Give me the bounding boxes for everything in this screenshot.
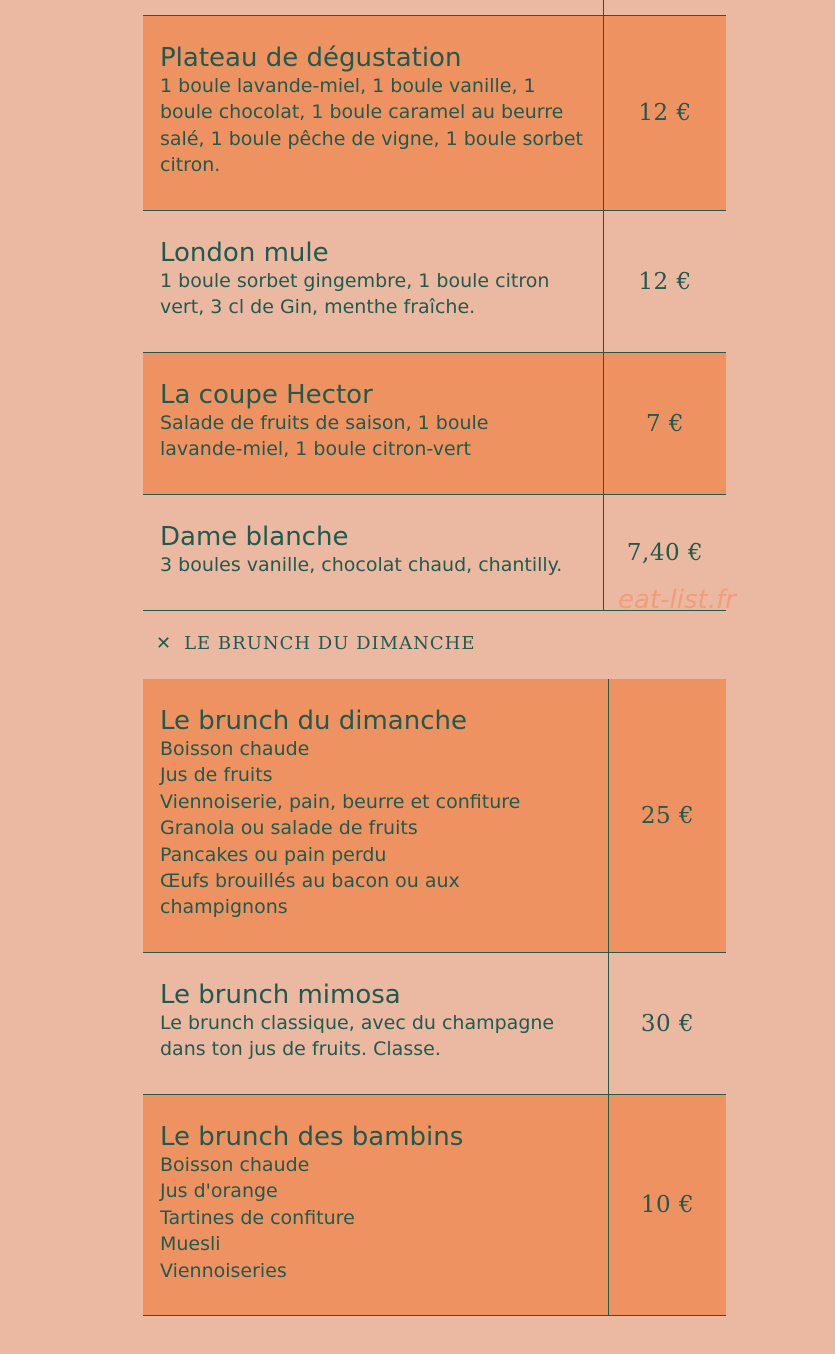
menu-item-line: Boisson chaude <box>160 738 310 760</box>
menu-item-name: Le brunch mimosa <box>160 980 401 1010</box>
menu-item-line: vert, 3 cl de Gin, menthe fraîche. <box>160 296 476 319</box>
menu-item-line: 1 boule sorbet gingembre, 1 boule citron <box>160 270 550 292</box>
close-icon[interactable]: ✕ <box>156 633 173 654</box>
menu-item-price: 25 € <box>640 802 695 829</box>
menu-item-line: citron. <box>160 154 221 177</box>
section-title: LE BRUNCH DU DIMANCHE <box>184 633 476 654</box>
menu-item-price: 7,40 € <box>626 539 704 566</box>
menu-item-line: Muesli <box>160 1233 221 1256</box>
menu-item-name: Le brunch des bambins <box>160 1122 464 1152</box>
menu-item-details <box>160 552 600 578</box>
menu-item-line: Pancakes ou pain perdu <box>160 843 387 866</box>
menu-row <box>143 211 726 353</box>
menu-item-details <box>160 1010 600 1063</box>
menu-item-line: Le brunch classique, avec du champagne <box>160 1012 555 1034</box>
menu-item-line: Viennoiseries <box>160 1259 287 1282</box>
menu-item-price: 7 € <box>645 410 685 437</box>
menu-item-details <box>160 73 590 179</box>
section-heading-brunch[interactable] <box>156 633 475 654</box>
watermark: eat-list.fr <box>618 585 736 615</box>
menu-item-line: lavande-miel, 1 boule citron-vert <box>160 438 471 461</box>
menu-item-name: Le brunch du dimanche <box>160 706 467 736</box>
menu-row <box>143 353 726 495</box>
menu-row <box>143 1095 726 1316</box>
menu-item-details <box>160 410 590 463</box>
menu-item-line: champignons <box>160 896 288 919</box>
menu-item-name: Dame blanche <box>160 522 349 552</box>
menu-item-description <box>160 980 600 1063</box>
menu-item-line: Granola ou salade de fruits <box>160 817 418 840</box>
menu-item-line: Boisson chaude <box>160 1154 310 1176</box>
menu-item-details <box>160 1152 600 1284</box>
menu-item-name: London mule <box>160 238 329 268</box>
menu-item-description <box>160 43 590 179</box>
menu-item-line: dans ton jus de fruits. Classe. <box>160 1038 441 1061</box>
menu-item-line: Tartines de confiture <box>160 1206 355 1229</box>
menu-item-details <box>160 268 590 321</box>
menu-item-price: 12 € <box>638 268 692 295</box>
menu-item-line: Jus d'orange <box>160 1180 278 1203</box>
menu-item-line: 1 boule lavande-miel, 1 boule vanille, 1 <box>160 75 536 97</box>
menu-item-details <box>160 736 600 921</box>
menu-row <box>143 953 726 1095</box>
menu-item-line: Salade de fruits de saison, 1 boule <box>160 412 489 434</box>
menu-item-description <box>160 380 590 463</box>
menu-item-line: 3 boules vanille, chocolat chaud, chantilly. <box>160 554 563 576</box>
menu-item-name: Plateau de dégustation <box>160 43 462 73</box>
menu-item-line: Jus de fruits <box>160 764 273 787</box>
menu-item-line: Viennoiserie, pain, beurre et confiture <box>160 790 521 813</box>
menu-item-price: 12 € <box>638 100 692 126</box>
menu-item-line: salé, 1 boule pêche de vigne, 1 boule sorbet <box>160 127 584 150</box>
menu-row <box>143 16 726 211</box>
menu-item-price: 10 € <box>640 1192 695 1218</box>
menu-item-description <box>160 706 600 921</box>
menu-item-line: boule chocolat, 1 boule caramel au beurre <box>160 101 564 124</box>
menu-item-description <box>160 1122 600 1284</box>
column-divider-top <box>603 0 604 16</box>
menu-item-name: La coupe Hector <box>160 380 373 410</box>
menu-item-description <box>160 522 600 578</box>
menu-item-line: Œufs brouillés au bacon ou aux <box>160 870 460 893</box>
menu-item-price: 30 € <box>640 1010 695 1037</box>
menu-row <box>143 679 726 953</box>
menu-item-description <box>160 238 590 321</box>
